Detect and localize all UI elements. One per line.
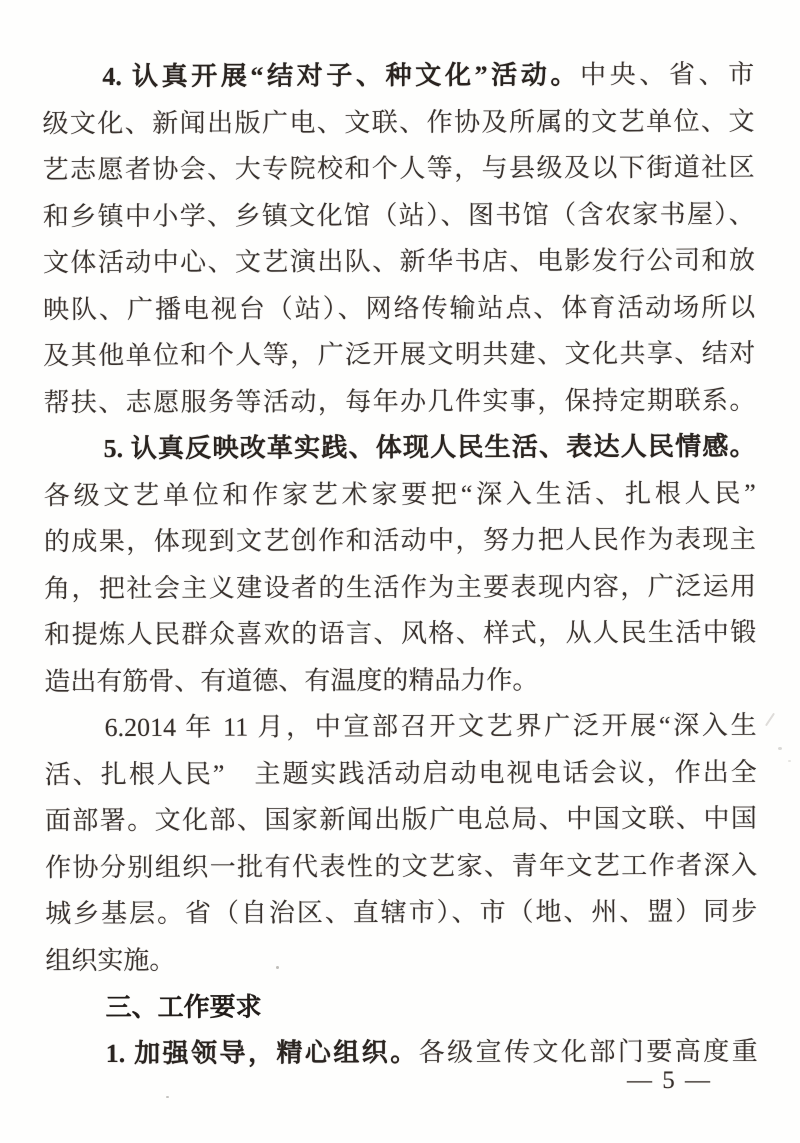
text-line [43, 377, 755, 426]
line-text: 和乡镇中小学、乡镇文化馆（站）、图书馆（含农家书屋）、 [42, 199, 755, 231]
text-line [45, 796, 757, 845]
text-line [44, 656, 756, 705]
text-line [42, 98, 754, 147]
scan-smudge [788, 760, 791, 762]
line-text: 文体活动中心、文艺演出队、新华书店、电影发行公司和放 [42, 245, 755, 278]
line-text: 面部署。文化部、国家新闻出版广电总局、中国文联、中国 [44, 803, 757, 836]
line-text: 各级宣传文化部门要高度重 [418, 1036, 758, 1067]
scan-speck [276, 966, 279, 969]
scan-smudge [778, 747, 782, 750]
line-text: 级文化、新闻出版广电、文联、作协及所属的文艺单位、文 [42, 106, 755, 138]
page-number: — 5 — [627, 1067, 712, 1094]
text-line [45, 842, 757, 891]
text-line [44, 470, 756, 519]
text-line [44, 424, 756, 473]
line-text: 组织实施。 [45, 945, 176, 975]
line-text: 帮扶、志愿服务等活动，每年办几件实事，保持定期联系。 [43, 385, 756, 417]
scan-smudge [765, 713, 775, 727]
text-line [43, 284, 755, 333]
line-text: 三、工作要求 [105, 991, 262, 1023]
line-text: 及其他单位和个人等，广泛开展文明共建、文化共享、结对 [43, 338, 756, 371]
text-line [42, 52, 754, 101]
bold-lead: 4. 认真开展“结对子、种文化”活动。 [102, 60, 581, 92]
line-text: 的成果，体现到文艺创作和活动中，努力把人民作为表现主 [43, 524, 756, 557]
line-text: 映队、广播电视台（站）、网络传输站点、体育活动场所以 [43, 292, 756, 324]
scan-speck [166, 1096, 169, 1098]
text-line [43, 238, 755, 287]
line-text: 和提炼人民群众喜欢的语言、风格、样式，从人民生活中锻 [44, 617, 757, 650]
line-text: 6.2014 年 11 月，中宣部召开文艺界广泛开展“深入生 [104, 710, 757, 743]
line-text: 艺志愿者协会、大专院校和个人等，与县级及以下街道社区 [42, 152, 755, 185]
document-content [42, 52, 758, 1077]
line-text: 角，把社会主义建设者的生活作为主要表现内容，广泛运用 [44, 571, 757, 603]
bold-lead: 1. 加强领导，精心组织。 [105, 1037, 419, 1068]
bold-lead: 5. 认真反映改革实践、体现人民生活、表达人民情感。 [103, 431, 756, 464]
line-text: 各级文艺单位和作家艺术家要把“深入生活、扎根人民” [43, 478, 756, 510]
text-line [45, 749, 757, 798]
text-line [43, 331, 755, 380]
text-line [43, 145, 755, 194]
line-text: 造出有筋骨、有道德、有温度的精品力作。 [44, 665, 539, 696]
text-line [44, 610, 756, 659]
text-line [44, 563, 756, 612]
text-line [43, 191, 755, 240]
line-text: 中央、省、市 [580, 59, 755, 90]
line-text: 城乡基层。省（自治区、直辖市）、市（地、州、盟）同步 [45, 896, 758, 929]
line-text: 活、扎根人民” 主题实践活动启动电视电话会议，作出全 [44, 757, 757, 789]
text-line [45, 935, 757, 984]
text-line [45, 889, 757, 938]
text-line [44, 517, 756, 566]
line-text: 作协分别组织一批有代表性的文艺家、青年文艺工作者深入 [45, 850, 758, 882]
section-heading [45, 982, 757, 1031]
text-line [44, 703, 756, 752]
